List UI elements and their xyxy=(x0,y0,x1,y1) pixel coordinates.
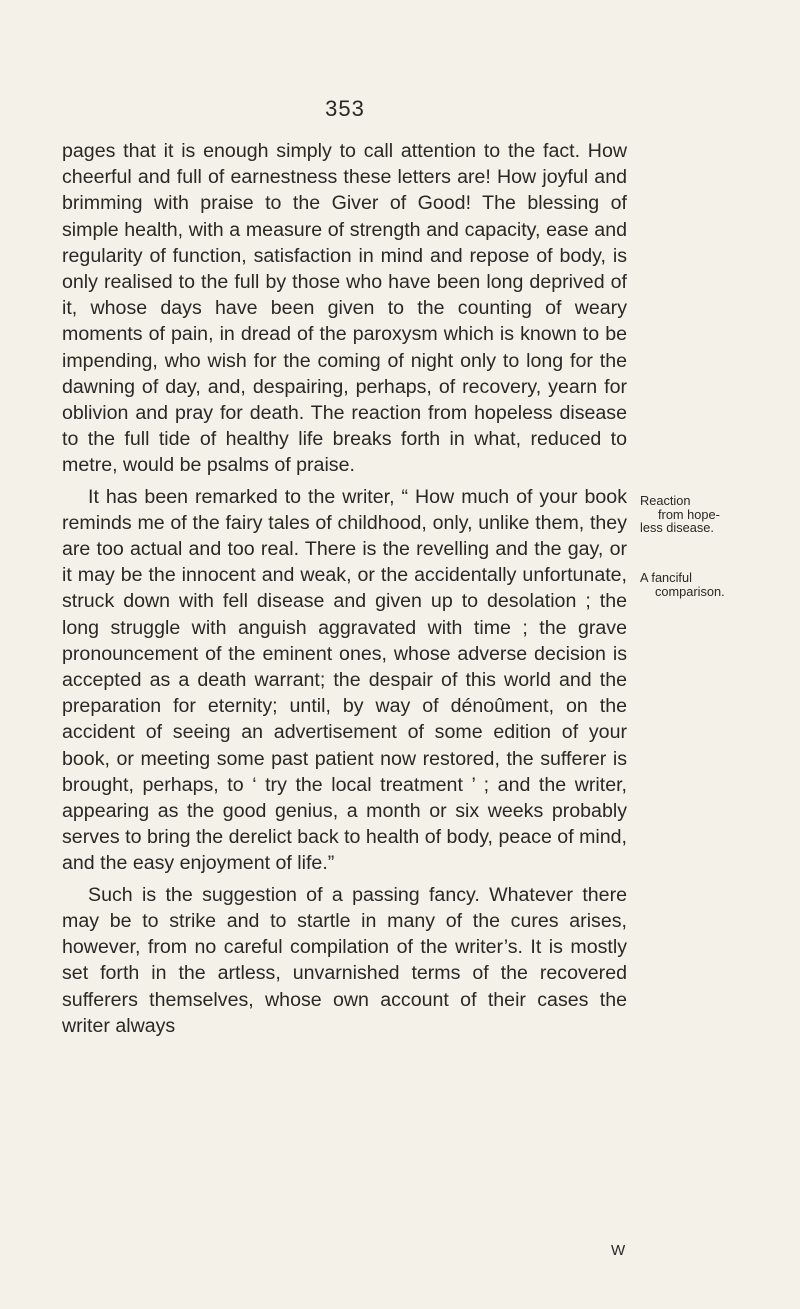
sidenote-reaction-line2: from hope- xyxy=(658,506,720,522)
sidenote-comparison xyxy=(640,571,800,598)
paragraph-passing-fancy: Such is the suggestion of a passing fancy. Whatever there may be to strike and to startle in many of the cures arises, however, from no careful compilation of the writer’s. It is mostly set forth in the artless, unvarnished terms of the recovered sufferers themselves, whose own account of their cases the writer always xyxy=(62,883,627,1037)
paragraph-fairy-tales: It has been remarked to the writer, “ How much of your book reminds me of the fairy tales of childhood, only, unlike them, they are too actual and too real. There is the revelling and the gay, or it may be the innocent and weak, or the accidentally unfortunate, struck down with fell disease and given up to desolation ; the long struggle with anguish aggravated with time ; the grave pronouncement of the eminent ones, whose adverse decision is accepted as a death warrant; the despair of this world and the preparation for eternity; until, by way of dénoûment, on the accident of seeing an advertisement of some edition of your book, or meeting some past patient now restored, the sufferer is brought, perhaps, to ‘ try the local treatment ’ ; and the writer, appearing as the good genius, a month or six weeks probably serves to bring the derelict back to health of body, peace of mind, and the easy enjoyment of life.” xyxy=(62,485,627,875)
sidenote-comparison-line1: A fanciful xyxy=(640,570,692,585)
sidenote-reaction-line3: less disease. xyxy=(640,520,714,535)
page-number: 353 xyxy=(325,96,365,121)
body-text xyxy=(62,138,627,1039)
paragraph-health-blessing: pages that it is enough simply to call attention to the fact. How cheerful and full of earnestness these letters are! How joyful and brimming with praise to the Giver of Good! The blessing of simple health, with a measure of strength and capacity, ease and regularity of function, satisfaction in mind and repose of body, is only realised to the full by those who have been long deprived of it, whose days have been given to the counting of weary moments of pain, in dread of the paroxysm which is known to be impending, who wish for the coming of night only to long for the dawning of day, and, despairing, perhaps, of recovery, yearn for oblivion and pray for death. The reaction from hopeless disease to the full tide of healthy life breaks forth in what, reduced to metre, would be psalms of praise. xyxy=(62,140,627,477)
sidenote-comparison-line2: comparison. xyxy=(655,583,725,599)
sidenote-reaction-line1: Reaction xyxy=(640,493,691,508)
signature-mark: W xyxy=(611,1242,626,1259)
sidenote-reaction xyxy=(640,494,800,535)
